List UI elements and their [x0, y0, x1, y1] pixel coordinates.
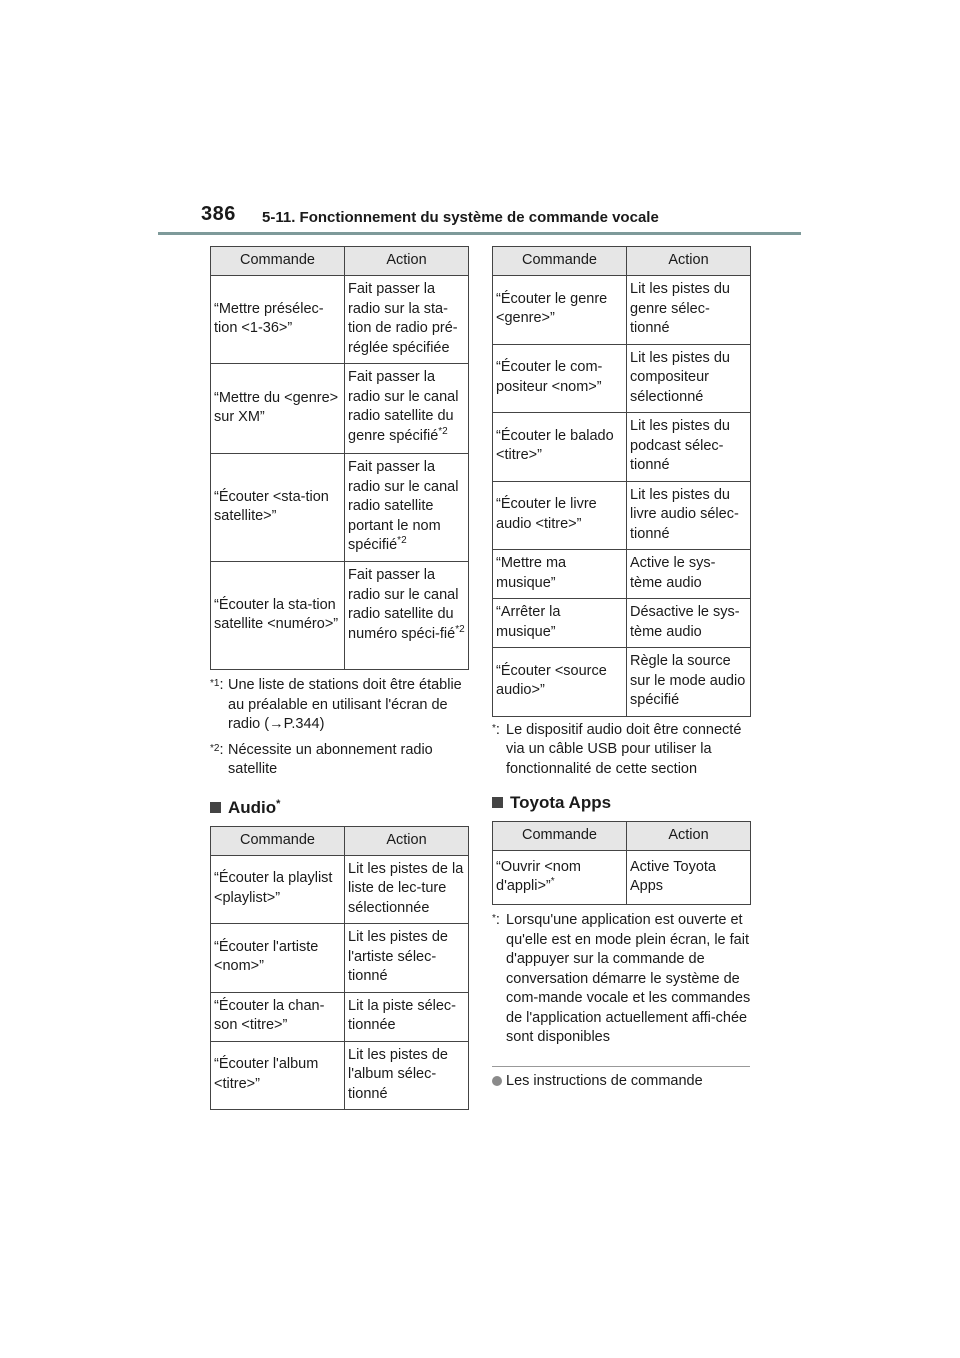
col-header-command: Commande — [493, 247, 627, 276]
command-cell: “Écouter la sta-tion satellite <numéro>” — [211, 562, 345, 670]
table-row — [211, 562, 469, 670]
action-text: Fait passer la radio sur la sta-tion de radio pré-réglée spécifiée — [348, 281, 458, 356]
command-cell: “Écouter la playlist <playlist>” — [211, 855, 345, 924]
action-cell: Active le sys-tème audio — [627, 550, 751, 599]
action-cell: Lit les pistes du livre audio sélec-tionné — [627, 481, 751, 550]
command-cell: “Mettre présélec-tion <1-36>” — [211, 276, 345, 364]
col-header-action: Action — [627, 822, 751, 851]
footnote — [210, 741, 470, 780]
command-cell: “Écouter le balado <titre>” — [493, 413, 627, 482]
command-cell: “Écouter <source audio>” — [493, 648, 627, 717]
action-cell — [345, 276, 469, 364]
col-header-command: Commande — [493, 822, 627, 851]
action-text: Fait passer la radio sur le canal radio satellite du genre spécifié — [348, 369, 459, 444]
table-row — [211, 454, 469, 562]
action-cell: Lit les pistes du compositeur sélectionné — [627, 344, 751, 413]
table-row — [493, 599, 751, 648]
audio-heading — [210, 798, 470, 818]
command-cell: “Mettre du <genre> sur XM” — [211, 364, 345, 454]
action-cell: Lit la piste sélec-tionnée — [345, 992, 469, 1041]
command-cell: “Écouter le com-positeur <nom>” — [493, 344, 627, 413]
command-cell: “Écouter <sta-tion satellite>” — [211, 454, 345, 562]
right-column — [492, 246, 752, 1089]
action-text: Fait passer la radio sur le canal radio satellite du numéro spéci-fié — [348, 567, 459, 642]
command-cell: “Mettre ma musique” — [493, 550, 627, 599]
action-cell: Lit les pistes du genre sélec-tionné — [627, 276, 751, 345]
action-cell — [345, 364, 469, 454]
footnote — [210, 676, 470, 735]
toyota-apps-table — [492, 821, 751, 905]
table-row — [493, 481, 751, 550]
table-row — [493, 648, 751, 717]
table-header-row — [211, 826, 469, 855]
table-row — [493, 276, 751, 345]
bullet-item — [492, 1073, 752, 1089]
action-cell: Désactive le sys-tème audio — [627, 599, 751, 648]
footnote-text: Une liste de stations doit être établie au préalable en utilisant l'écran de radio (→P.344) — [228, 677, 462, 732]
table-header-row — [493, 822, 751, 851]
table-header-row — [211, 247, 469, 276]
footnote-text: Nécessite un abonnement radio satellite — [228, 741, 433, 777]
footnote-mark: $^{*1}$: — [210, 677, 224, 693]
command-text: “Ouvrir <nom d'appli>” — [496, 858, 582, 894]
toyota-apps-title: Toyota Apps — [510, 793, 612, 812]
square-bullet-icon — [492, 797, 503, 808]
table-row — [211, 992, 469, 1041]
table-row — [493, 413, 751, 482]
divider — [492, 1066, 750, 1067]
command-cell: “Écouter le livre audio <titre>” — [493, 481, 627, 550]
section-title: 5-11. Fonctionnement du système de commande vocale — [262, 209, 659, 226]
radio-command-table — [210, 246, 469, 670]
toyota-apps-heading — [492, 793, 752, 813]
table-row — [211, 364, 469, 454]
command-cell: “Écouter le genre <genre>” — [493, 276, 627, 345]
bullet-text: Les instructions de commande — [506, 1072, 703, 1089]
action-cell: Lit les pistes de l'artiste sélec-tionné — [345, 924, 469, 993]
header-rule — [158, 232, 801, 235]
footnote-mark: *: — [492, 721, 500, 738]
action-cell: Lit les pistes de l'album sélec-tionné — [345, 1041, 469, 1110]
table-header-row — [493, 247, 751, 276]
footnote-ref: *2 — [438, 425, 448, 437]
col-header-action: Action — [627, 247, 751, 276]
table-row — [211, 855, 469, 924]
table-row — [493, 550, 751, 599]
table-row — [211, 1041, 469, 1110]
footnote — [492, 911, 752, 1048]
col-header-action: Action — [345, 247, 469, 276]
footnote-ref: *2 — [455, 623, 465, 635]
action-cell — [345, 562, 469, 670]
audio-command-table — [210, 826, 469, 1111]
bullet-dot-icon — [492, 1076, 502, 1086]
command-cell — [493, 851, 627, 905]
page-number: 386 — [201, 203, 236, 225]
table-row — [493, 344, 751, 413]
square-bullet-icon — [210, 802, 221, 813]
footnote — [492, 721, 752, 780]
audio-title: Audio — [228, 797, 277, 817]
footnote-ref: *2 — [397, 535, 407, 547]
audio-title-footnote: * — [276, 797, 281, 810]
action-cell — [345, 454, 469, 562]
action-cell: Règle la source sur le mode audio spécifié — [627, 648, 751, 717]
action-cell: Active Toyota Apps — [627, 851, 751, 905]
command-cell: “Arrêter la musique” — [493, 599, 627, 648]
footnote-ref: * — [550, 876, 555, 888]
table-row — [493, 851, 751, 905]
footnote-mark: *: — [492, 912, 500, 928]
action-cell: Lit les pistes de la liste de lec-ture sélectionnée — [345, 855, 469, 924]
action-cell: Lit les pistes du podcast sélec-tionné — [627, 413, 751, 482]
page-header — [0, 0, 960, 240]
command-cell: “Écouter l'artiste <nom>” — [211, 924, 345, 993]
audio-command-table-continued — [492, 246, 751, 717]
table-row — [211, 924, 469, 993]
col-header-command: Commande — [211, 826, 345, 855]
footnote-text: Lorsqu'une application est ouverte et qu'elle est en mode plein écran, le fait d'appuyer sur la commande de conversation démarre le système de com-mande vocale et les commandes de l'application actuellement affi-chée sont disponibles — [506, 912, 751, 1045]
command-cell: “Écouter la chan-son <titre>” — [211, 992, 345, 1041]
footnote-text: Le dispositif audio doit être connecté via un câble USB pour utiliser la fonctionnalité de cette section — [506, 721, 742, 777]
action-text: Fait passer la radio sur le canal radio satellite portant le nom spécifié — [348, 459, 459, 553]
left-column — [210, 246, 470, 1110]
col-header-action: Action — [345, 826, 469, 855]
footnote-mark: $^{*2}$: — [210, 741, 224, 758]
command-cell: “Écouter l'album <titre>” — [211, 1041, 345, 1110]
table-row — [211, 276, 469, 364]
col-header-command: Commande — [211, 247, 345, 276]
